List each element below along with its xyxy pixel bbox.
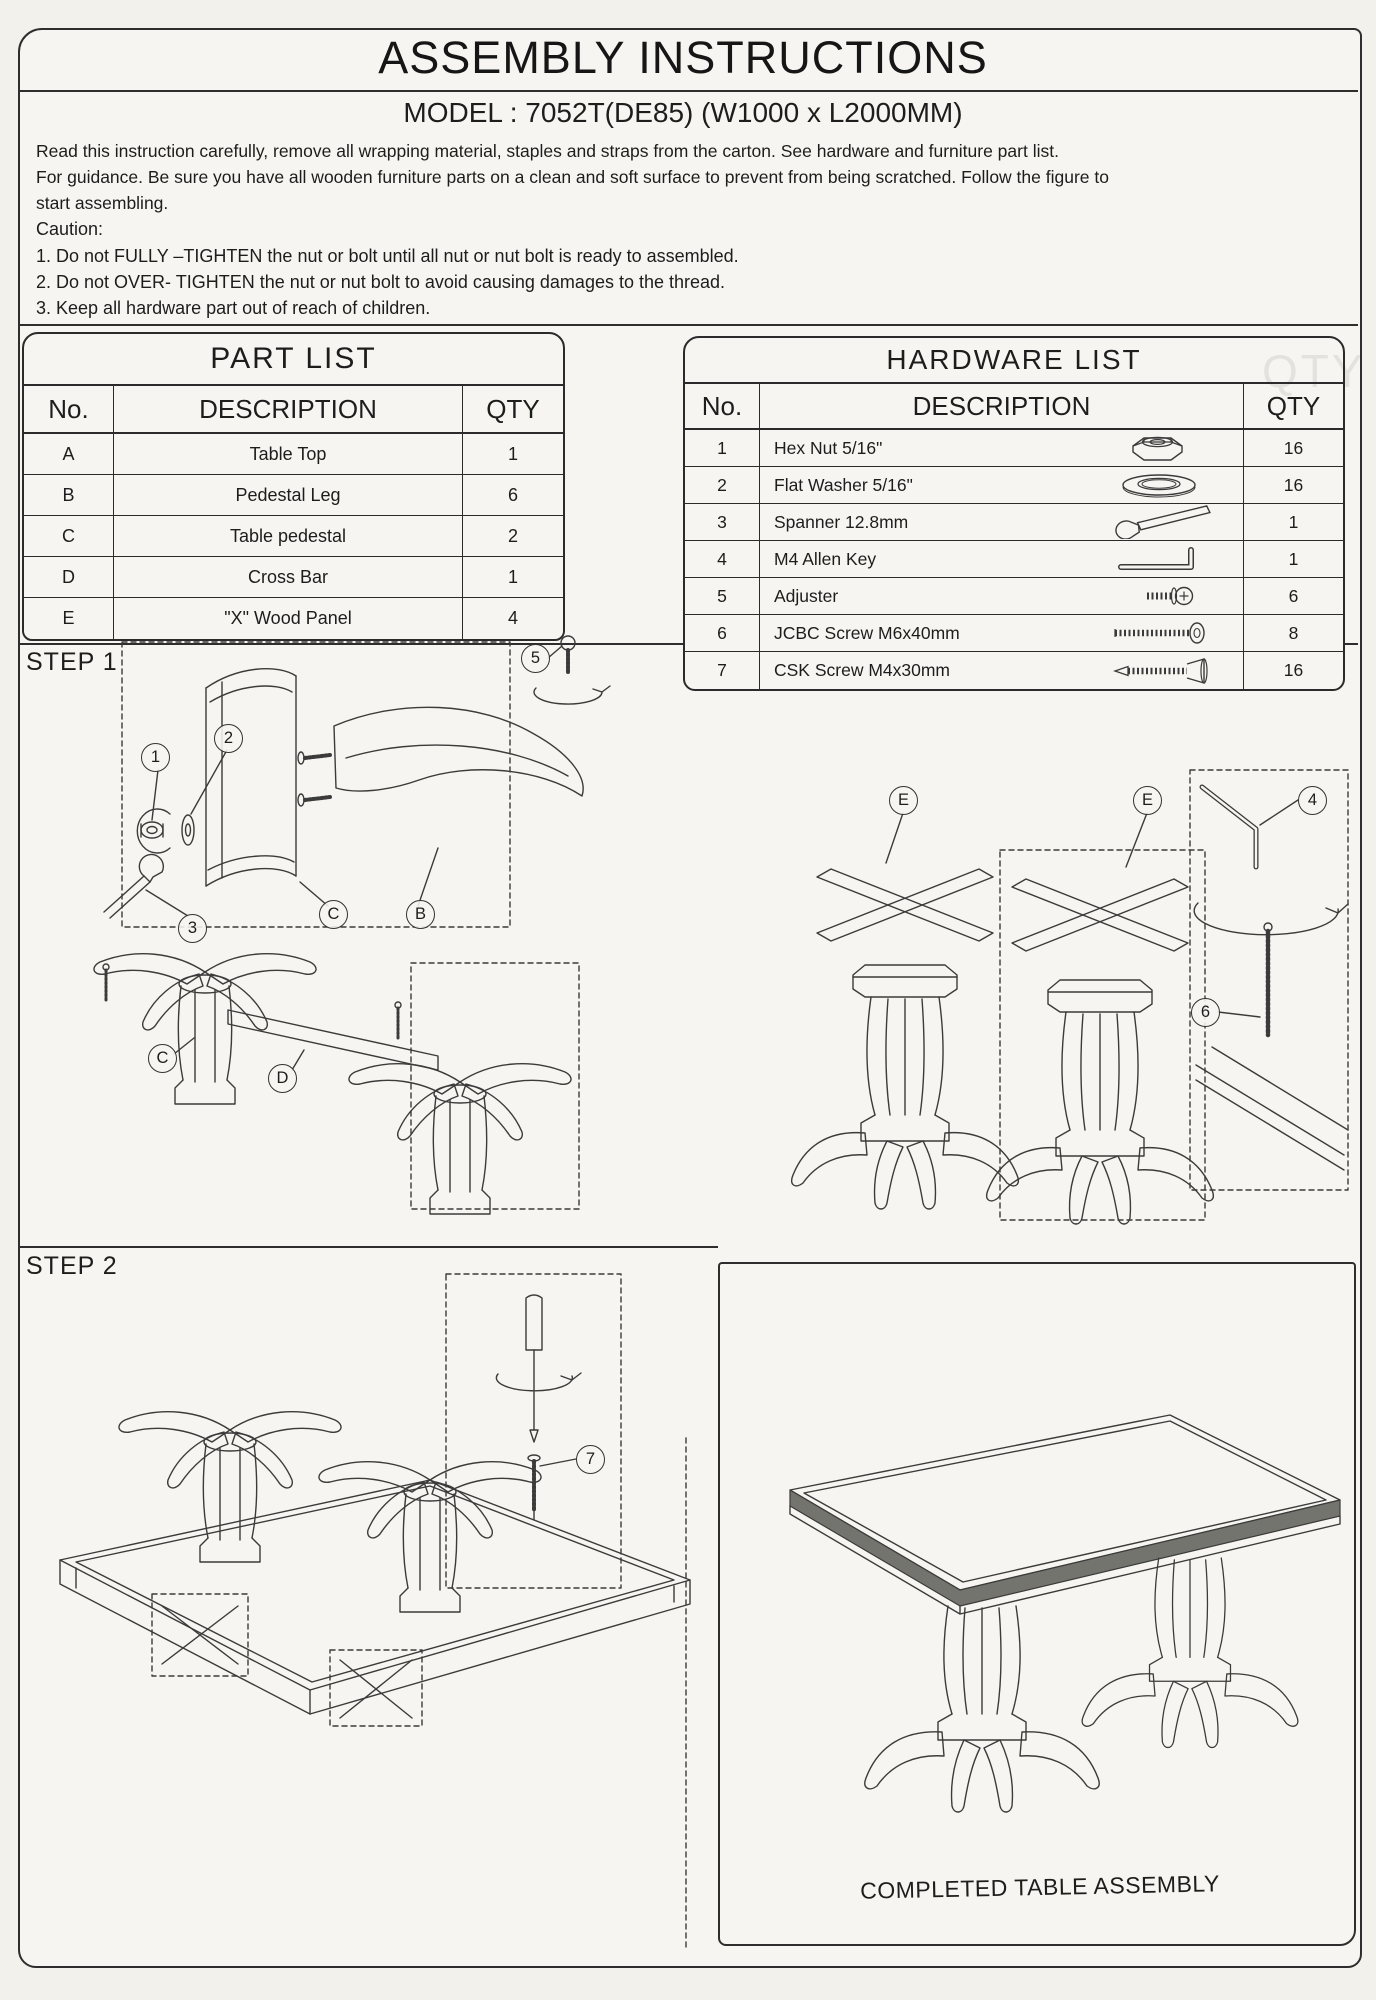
ghost-qty-watermark: QTY bbox=[1262, 345, 1366, 397]
intro-line: Read this instruction carefully, remove all wrapping material, staples and straps from the carton. See hardware and furniture part list. bbox=[36, 141, 1059, 161]
hex-nut-icon bbox=[1087, 431, 1237, 465]
caution-item-2: 2. Do not OVER- TIGHTEN the nut or nut bolt to avoid causing damages to the thread. bbox=[36, 272, 726, 292]
callout-pedestal-c: C bbox=[319, 900, 348, 929]
hardware-description: Spanner 12.8mm bbox=[774, 511, 909, 532]
model-line: MODEL : 7052T(DE85) (W1000 x L2000MM) bbox=[403, 97, 963, 128]
step2-inverted-table-diagram bbox=[30, 1258, 718, 1958]
hardware-description: JCBC Screw M6x40mm bbox=[774, 622, 960, 643]
intro-line: For guidance. Be sure you have all wooden furniture parts on a clean and soft surface to prevent from being scratched. Follow the figure to bbox=[36, 167, 1109, 187]
step2-label: STEP 2 bbox=[26, 1252, 118, 1280]
table-row bbox=[685, 541, 1343, 578]
hardware-header-qty: QTY bbox=[1243, 384, 1343, 428]
step1-xpanel-diagram bbox=[760, 735, 1360, 1240]
callout-flat-washer: 2 bbox=[214, 724, 243, 753]
part-qty: 2 bbox=[462, 516, 563, 556]
step-divider bbox=[18, 1246, 718, 1248]
hardware-no: 6 bbox=[685, 615, 760, 651]
callout-hex-nut: 1 bbox=[141, 743, 170, 772]
table-row bbox=[685, 430, 1343, 467]
completed-table-diagram bbox=[730, 1290, 1350, 1870]
hardware-description-cell bbox=[760, 615, 1243, 651]
hardware-description: CSK Screw M4x30mm bbox=[774, 660, 951, 680]
caution-item-1: 1. Do not FULLY –TIGHTEN the nut or bolt until all nut or nut bolt is ready to assembled. bbox=[36, 246, 739, 266]
callout-leg-b: B bbox=[406, 900, 435, 929]
part-description: Table pedestal bbox=[229, 525, 347, 546]
part-list-header-description: DESCRIPTION bbox=[199, 393, 377, 424]
hardware-qty: 1 bbox=[1243, 541, 1343, 577]
hardware-qty: 16 bbox=[1243, 652, 1343, 689]
callout-adjuster: 5 bbox=[521, 644, 550, 673]
hardware-qty: 1 bbox=[1243, 504, 1343, 540]
hardware-description-cell bbox=[760, 430, 1243, 466]
hardware-header-description: DESCRIPTION bbox=[912, 390, 1091, 421]
hardware-list-title: HARDWARE LIST bbox=[685, 338, 1343, 384]
flat-washer-icon bbox=[1087, 468, 1237, 502]
part-no: E bbox=[24, 598, 114, 639]
part-list-title: PART LIST bbox=[24, 334, 563, 386]
title-divider bbox=[18, 90, 1358, 92]
part-qty: 1 bbox=[462, 434, 563, 474]
spanner-icon bbox=[1087, 505, 1237, 539]
part-list-header-qty: QTY bbox=[462, 386, 563, 432]
table-row bbox=[24, 516, 563, 557]
part-qty: 6 bbox=[462, 475, 563, 515]
hardware-no: 2 bbox=[685, 467, 760, 503]
table-row bbox=[685, 578, 1343, 615]
hardware-description: Hex Nut 5/16" bbox=[774, 437, 883, 458]
step1-label: STEP 1 bbox=[26, 648, 118, 676]
callout-jcbc-screw: 6 bbox=[1191, 998, 1220, 1027]
part-list-header-row bbox=[24, 386, 563, 434]
caution-label: Caution: bbox=[36, 219, 104, 239]
caution-item-3: 3. Keep all hardware part out of reach of children. bbox=[36, 298, 431, 318]
part-description: "X" Wood Panel bbox=[224, 608, 352, 628]
completed-assembly-caption: COMPLETED TABLE ASSEMBLY bbox=[859, 1870, 1221, 1904]
hardware-description: Adjuster bbox=[774, 585, 839, 606]
part-description: Cross Bar bbox=[247, 566, 328, 587]
hardware-description-cell bbox=[760, 504, 1243, 540]
adjuster-icon bbox=[1087, 579, 1237, 613]
hardware-list-table bbox=[683, 336, 1345, 691]
part-description: Pedestal Leg bbox=[235, 484, 341, 505]
table-row bbox=[24, 434, 563, 475]
hardware-description-cell bbox=[760, 652, 1243, 689]
hardware-no: 4 bbox=[685, 541, 760, 577]
hardware-no: 3 bbox=[685, 504, 760, 540]
jcbc-screw-icon bbox=[1087, 616, 1237, 650]
intro-line: start assembling. bbox=[36, 193, 169, 213]
hardware-qty: 16 bbox=[1243, 430, 1343, 466]
part-no: C bbox=[24, 516, 114, 556]
part-no: B bbox=[24, 475, 114, 515]
hardware-qty: 6 bbox=[1243, 578, 1343, 614]
intro-text bbox=[36, 138, 1336, 216]
hardware-list-header-row bbox=[685, 384, 1343, 430]
table-row bbox=[685, 504, 1343, 541]
part-no: A bbox=[24, 434, 114, 474]
table-row bbox=[24, 557, 563, 598]
part-no: D bbox=[24, 557, 114, 597]
hardware-qty: 8 bbox=[1243, 615, 1343, 651]
callout-xpanel-e-right: E bbox=[1133, 786, 1162, 815]
hardware-description-cell bbox=[760, 578, 1243, 614]
table-row bbox=[685, 467, 1343, 504]
part-list-table bbox=[22, 332, 565, 641]
allen-key-icon bbox=[1087, 542, 1237, 576]
hardware-header-no: No. bbox=[685, 384, 760, 428]
hardware-no: 5 bbox=[685, 578, 760, 614]
callout-xpanel-e-left: E bbox=[889, 786, 918, 815]
part-qty: 4 bbox=[462, 598, 563, 639]
page-title: ASSEMBLY INSTRUCTIONS bbox=[378, 32, 988, 83]
part-list-header-no: No. bbox=[24, 386, 114, 432]
part-description: Table Top bbox=[249, 443, 327, 464]
hardware-no: 7 bbox=[685, 652, 760, 689]
callout-cross-bar-d: D bbox=[268, 1064, 297, 1093]
hardware-description: M4 Allen Key bbox=[774, 548, 877, 569]
hardware-qty: 16 bbox=[1243, 467, 1343, 503]
callout-spanner: 3 bbox=[178, 914, 207, 943]
table-row bbox=[685, 615, 1343, 652]
header-bottom-divider bbox=[18, 324, 1358, 326]
table-row bbox=[24, 475, 563, 516]
table-row bbox=[685, 652, 1343, 689]
hardware-description: Flat Washer 5/16" bbox=[774, 474, 913, 495]
hardware-description-cell bbox=[760, 467, 1243, 503]
hardware-no: 1 bbox=[685, 430, 760, 466]
callout-allen-key: 4 bbox=[1298, 786, 1327, 815]
hardware-description-cell bbox=[760, 541, 1243, 577]
part-qty: 1 bbox=[462, 557, 563, 597]
csk-screw-icon bbox=[1087, 654, 1237, 688]
callout-pedestal-c-lower: C bbox=[148, 1044, 177, 1073]
table-row bbox=[24, 598, 563, 639]
callout-csk-screw: 7 bbox=[576, 1445, 605, 1474]
